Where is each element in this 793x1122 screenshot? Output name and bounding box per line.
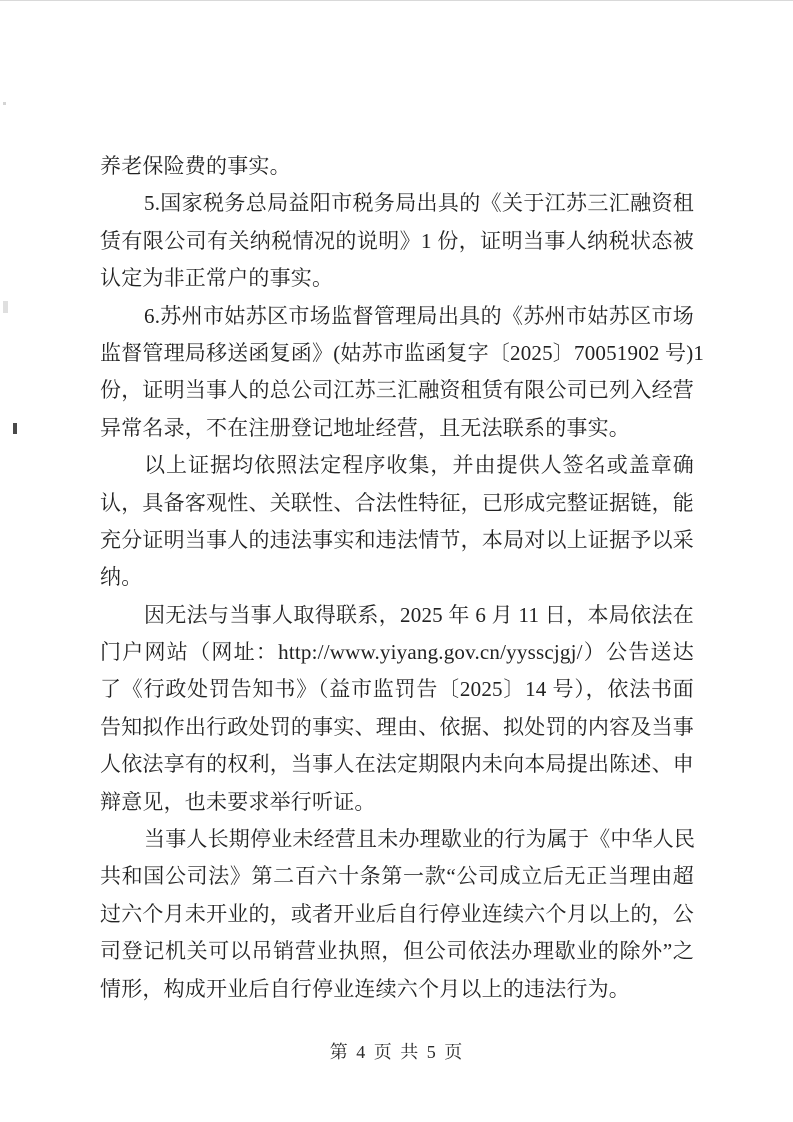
scan-artifact [3, 102, 6, 105]
text-line: 当事人长期停业未经营且未办理歇业的行为属于《中华人民 [144, 827, 696, 852]
scan-edge-line [0, 0, 793, 1]
text-line: 监督管理局移送函复函》(姑苏市监函复字〔2025〕70051902 号)1 [100, 340, 705, 365]
paragraph [100, 185, 694, 297]
text-line: 了《行政处罚告知书》（益市监罚告〔2025〕14 号），依法书面 [100, 677, 694, 702]
text-line: 6.苏州市姑苏区市场监督管理局出具的《苏州市姑苏区市场 [144, 303, 694, 328]
text-line: 养老保险费的事实。 [100, 154, 291, 178]
paragraph [100, 821, 694, 1008]
text-line: 共和国公司法》第二百六十条第一款“公司成立后无正当理由超 [100, 864, 694, 889]
scan-artifact [3, 301, 8, 313]
text-line: 告知拟作出行政处罚的事实、理由、依据、拟处罚的内容及当事 [100, 714, 694, 739]
text-line: 纳。 [100, 565, 143, 590]
text-line: 人依法享有的权利，当事人在法定期限内未向本局提出陈述、申 [100, 752, 694, 777]
scan-artifact [13, 423, 17, 434]
text-line: 异常名录，不在注册登记地址经营，且无法联系的事实。 [100, 415, 630, 440]
page-number: 第 4 页 共 5 页 [329, 1042, 464, 1062]
text-line: 门户网站（网址：http://www.yiyang.gov.cn/yysscjgj/）公告送达 [100, 640, 694, 665]
text-line: 5.国家税务总局益阳市税务局出具的《关于江苏三汇融资租 [144, 191, 694, 216]
text-line: 充分证明当事人的违法事实和违法情节，本局对以上证据予以采 [100, 527, 694, 552]
paragraph [100, 148, 694, 185]
text-line: 因无法与当事人取得联系，2025 年 6 月 11 日，本局依法在 [144, 602, 694, 627]
text-line: 以上证据均依照法定程序收集，并由提供人签名或盖章确 [144, 453, 694, 478]
text-line: 司登记机关可以吊销营业执照，但公司依法办理歇业的除外”之 [100, 939, 694, 964]
text-line: 份，证明当事人的总公司江苏三汇融资租赁有限公司已列入经营 [100, 378, 694, 403]
paragraph [100, 298, 705, 448]
text-line: 辩意见，也未要求举行听证。 [100, 789, 376, 814]
document-body [100, 148, 705, 1008]
text-line: 认定为非正常户的事实。 [100, 266, 334, 291]
paragraph [100, 597, 694, 821]
text-line: 认，具备客观性、关联性、合法性特征，已形成完整证据链，能 [100, 490, 694, 515]
text-line: 赁有限公司有关纳税情况的说明》1 份，证明当事人纳税状态被 [100, 228, 694, 253]
text-line: 情形，构成开业后自行停业连续六个月以上的违法行为。 [100, 976, 630, 1001]
paragraph [100, 447, 694, 597]
text-line: 过六个月未开业的，或者开业后自行停业连续六个月以上的，公 [100, 901, 694, 926]
